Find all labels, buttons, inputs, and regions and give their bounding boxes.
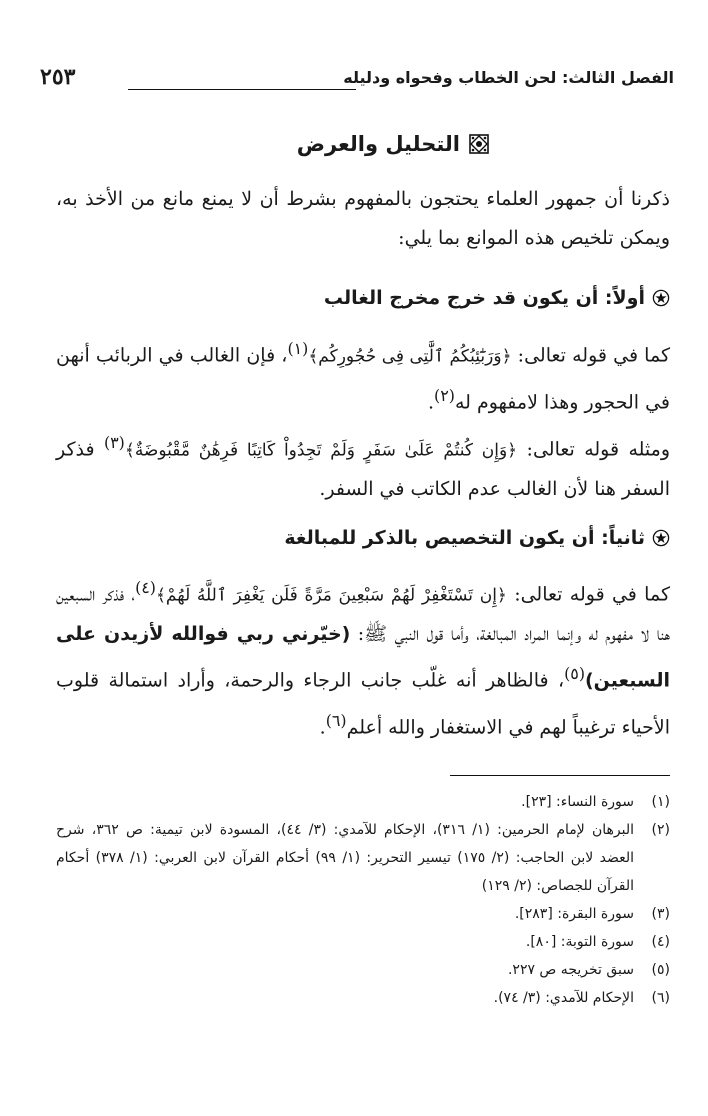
paragraph-seventy bbox=[56, 568, 670, 747]
paragraph-lead: كما في قوله تعالى: bbox=[506, 583, 671, 606]
footnote-text: سورة البقرة: [٢٨٣]. bbox=[514, 906, 634, 922]
paragraph-rabaib bbox=[56, 329, 670, 423]
paragraph-text: ، فإن الغالب في الربائب أنهن في الحجور وهذا لامفهوم له bbox=[56, 344, 670, 414]
footnote-ref[interactable]: (٢) bbox=[434, 386, 455, 406]
footnote-item bbox=[56, 928, 670, 956]
footnote-ref[interactable]: (٤) bbox=[135, 578, 156, 597]
paragraph-text: ، فذكر السبعين هنا لا مفهوم له وإنما المراد المبالغة، وأما قول النبي ﷺ: bbox=[56, 583, 670, 646]
footnote-text: البرهان لإمام الحرمين: (١/ ٣١٦)، الإحكام للآمدي: (٣/ ٤٤)، المسودة لابن تيمية: ص ٣٦٢، شرح العضد لابن الحاجب: (٢/ ١٧٥) تيسير التحرير: (١/ ٩٩) أحكام القرآن لابن العربي: (١/ ٣٧٨) أحكام القرآن للجصاص: (٢/ ١٢٩) bbox=[56, 822, 635, 894]
footnote-item bbox=[56, 984, 670, 1012]
star-icon bbox=[652, 529, 670, 547]
footnote-item bbox=[56, 788, 670, 816]
subheading-first bbox=[324, 287, 670, 309]
footnote-number: (٥) bbox=[651, 962, 670, 978]
quran-quote: ﴿وَإِن كُنتُمْ عَلَىٰ سَفَرٍ وَلَمْ تَجِدُواْ كَاتِبًا فَرِهَٰنٌ مَّقْبُوضَةٌ﴾ bbox=[124, 440, 518, 461]
section-heading bbox=[297, 132, 490, 156]
header-rule bbox=[128, 89, 356, 90]
footnote-ref[interactable]: (٥) bbox=[564, 664, 585, 684]
footnote-ref[interactable]: (٣) bbox=[103, 433, 125, 452]
footnote-text: سبق تخريجه ص ٢٢٧. bbox=[507, 962, 634, 978]
footnote-rule bbox=[450, 775, 670, 776]
hadith-quote: (خيّرني ربي فوالله لأزيدن على السبعين) bbox=[56, 623, 670, 692]
quran-quote: ﴿وَرَبَٰٓئِبُكُمُ ٱلَّٰتِى فِى حُجُورِكُم﴾ bbox=[308, 346, 512, 367]
footnote-ref[interactable]: (٦) bbox=[325, 710, 347, 730]
star-icon bbox=[652, 289, 670, 307]
paragraph-text: ، فالظاهر أنه غلّب جانب الرجاء والرحمة، وأراد استمالة قلوب الأحياء ترغيباً لهم في الاستغفار والله أعلم bbox=[56, 669, 670, 738]
footnote-item bbox=[56, 816, 670, 900]
paragraph-lead: كما في قوله تعالى: bbox=[511, 344, 670, 367]
section-title: التحليل والعرض bbox=[296, 132, 460, 156]
footnotes bbox=[56, 788, 670, 1012]
footnote-number: (٣) bbox=[651, 906, 670, 922]
footnote-number: (٢) bbox=[651, 822, 670, 838]
quran-quote: ﴿إِن تَسْتَغْفِرْ لَهُمْ سَبْعِينَ مَرَّةً فَلَن يَغْفِرَ ٱللَّهُ لَهُمْ﴾ bbox=[155, 585, 507, 606]
punctuation: . bbox=[319, 715, 326, 738]
punctuation: . bbox=[428, 391, 435, 414]
footnote-text: سورة التوبة: [٨٠]. bbox=[525, 934, 634, 950]
footnote-number: (١) bbox=[651, 794, 670, 810]
ornament-icon bbox=[468, 133, 490, 155]
chapter-title: الفصل الثالث: لحن الخطاب وفحواه ودليله bbox=[343, 68, 674, 87]
footnote-item bbox=[56, 956, 670, 984]
footnote-number: (٦) bbox=[651, 990, 670, 1006]
footnote-text: سورة النساء: [٢٣]. bbox=[521, 794, 634, 810]
paragraph-text: فذكر السفر هنا لأن الغالب عدم الكاتب في السفر. bbox=[56, 438, 670, 501]
footnote-ref[interactable]: (١) bbox=[287, 339, 309, 358]
footnote-item bbox=[56, 900, 670, 928]
paragraph-lead: ومثله قوله تعالى: bbox=[517, 438, 671, 461]
paragraph-safar bbox=[56, 423, 670, 509]
subheading-first-text: أولاً: أن يكون قد خرج مخرج الغالب bbox=[323, 287, 645, 309]
running-header bbox=[40, 64, 674, 98]
footnote-number: (٤) bbox=[651, 934, 670, 950]
subheading-second-text: ثانياً: أن يكون التخصيص بالذكر للمبالغة bbox=[284, 527, 645, 549]
footnote-text: الإحكام للآمدي: (٣/ ٧٤). bbox=[493, 990, 634, 1006]
page-number: ٢٥٣ bbox=[40, 64, 76, 90]
subheading-second bbox=[284, 527, 670, 549]
intro-paragraph: ذكرنا أن جمهور العلماء يحتجون بالمفهوم بشرط أن لا يمنع مانع من الأخذ به، ويمكن تلخيص هذه الموانع بما يلي: bbox=[56, 188, 670, 249]
